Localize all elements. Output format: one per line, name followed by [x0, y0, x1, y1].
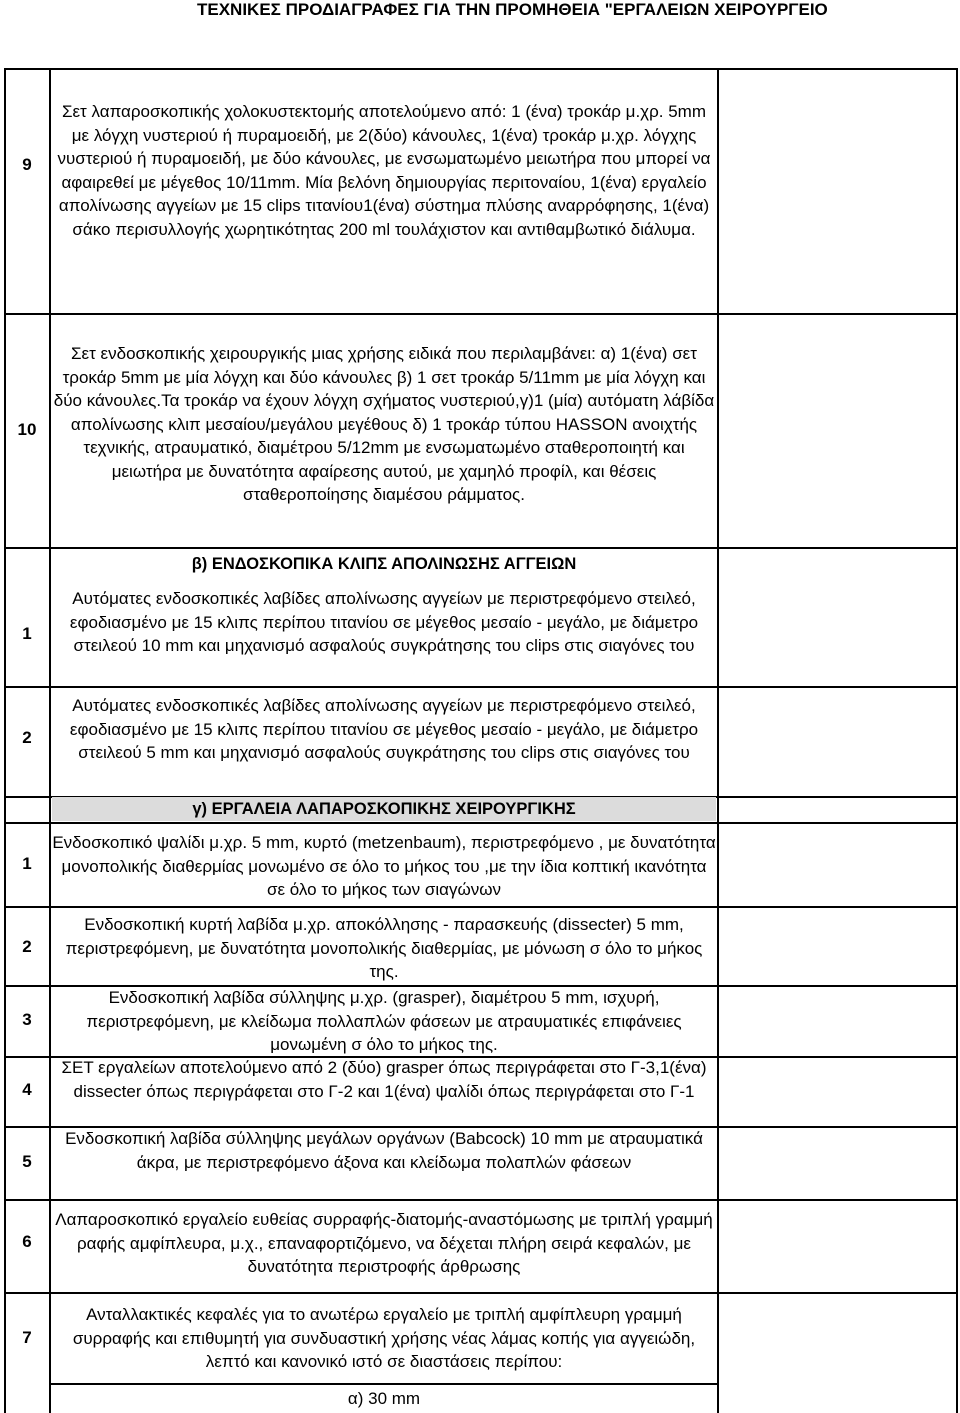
row-description: Αυτόματες ενδοσκοπικές λαβίδες απολίνωσης αγγείων με περιστρεφόμενο στειλεό, εφοδιασμένο με 15 κλιπς περίπου τιτανίου σε μέγεθος μεσαίο - μεγάλο, με διάμετρο στειλεού 5 mm και μηχανισμό ασφαλούς συγκράτησης του clips στις σιαγόνες του	[69, 696, 699, 762]
row-description: Ενδοσκοπική λαβίδα σύλληψης μεγάλων οργάνων (Babcock) 10 mm με ατραυματικά άκρα, με περιστρεφόμενο άξονα και κλείδωμα πολαπλών φάσεων	[65, 1129, 703, 1172]
row-subitem: α) 30 mm	[347, 1389, 421, 1408]
document-title: ΤΕΧΝΙΚΕΣ ΠΡΟΔΙΑΓΡΑΦΕΣ ΓΙΑ ΤΗΝ ΠΡΟΜΗΘΕΙΑ "ΕΡΓΑΛΕΙΩΝ ΧΕΙΡΟΥΡΓΕΙΟ	[197, 0, 828, 19]
row-number: 6	[22, 1232, 32, 1251]
row-description: Αυτόματες ενδοσκοπικές λαβίδες απολίνωσης αγγείων με περιστρεφόμενο στειλεό, εφοδιασμένο με 15 κλιπς περίπου τιτανίου σε μέγεθος μεσαίο - μεγάλο, με διάμετρο στειλεού 10 mm και μηχανισμό ασφαλούς συγκράτησης του clips στις σιαγόνες του	[69, 589, 699, 655]
row-divider	[4, 686, 958, 688]
table-border-right	[956, 68, 958, 1413]
row-number: 1	[22, 854, 32, 873]
row-number: 5	[22, 1152, 32, 1171]
row-number: 10	[17, 420, 37, 439]
row-divider	[4, 547, 958, 549]
column-divider-desc	[717, 68, 719, 1413]
row-divider	[4, 906, 958, 908]
row-number: 2	[22, 728, 32, 747]
row-description: Ενδοσκοπική κυρτή λαβίδα μ.χρ. αποκόλλησης - παρασκευής (dissecter) 5 mm, περιστρεφόμενη, με δυνατότητα μονοπολικής διαθερμίας, με μόνωση σ όλο το μήκος της.	[65, 915, 703, 981]
row-description: Σετ λαπαροσκοπικής χολοκυστεκτομής αποτελούμενο από: 1 (ένα) τροκάρ μ.χρ. 5mm με λόγχη νυστεριού ή πυραμοειδή, με 2(δύο) κάνουλες, 1(ένα) τροκάρ μ.χρ. λόγχης νυστεριού ή πυραμοειδή, με δύο κάνουλες, με ενσωματωμένο μειωτήρα που μπορεί να αφαιρεθεί με μέγεθος 10/11mm. Μία βελόνη δημιουργίας περιτοναίου, 1(ένα) εργαλείο απολίνωσης αγγείων με 15 clips τιτανίου1(ένα) σύστημα πλύσης αναρρόφησης, 1(ένα) σάκο περισυλλογής χωρητικότητας 200 ml τουλάχιστον και αντιθαμβωτικό διάλυμα.	[57, 102, 711, 239]
row-divider	[4, 822, 958, 824]
row-description: Ανταλλακτικές κεφαλές για το ανωτέρω εργαλείο με τριπλή αμφίπλευρη γραμμή συρραφής και επιθυμητή για συνδυαστική χρήσης νέας λάμας κοπής για αγγειώδη, λεπτό και κανονικό ιστό σε διαστάσεις περίπου:	[72, 1305, 696, 1371]
row-description: ΣΕΤ εργαλείων αποτελούμενο από 2 (δύο) grasper όπως περιγράφεται στο Γ-3,1(ένα) dissecter όπως περιγράφεται στο Γ-2 και 1(ένα) ψαλίδι όπως περιγράφεται στο Γ-1	[61, 1058, 707, 1101]
row-number: 3	[22, 1010, 32, 1029]
row-number: 7	[22, 1328, 32, 1347]
row-description: Ενδοσκοπική λαβίδα σύλληψης μ.χρ. (grasper), διαμέτρου 5 mm, ισχυρή, περιστρεφόμενη, με κλείδωμα πολλαπλών φάσεων με ατραυματικές επιφάνειες μονωμένη σ όλο το μήκος της.	[86, 988, 682, 1054]
row-divider	[4, 68, 958, 70]
row-number: 9	[22, 155, 32, 174]
row-description: Ενδοσκοπικό ψαλίδι μ.χρ. 5 mm, κυρτό (metzenbaum), περιστρεφόμενο , με δυνατότητα μονοπολικής διαθερμίας μονωμένο σε όλο το μήκος του ,με την ίδια κοπτική ικανότητα σε όλο το μήκος των σιαγώνων	[52, 833, 716, 899]
row-description: Σετ ενδοσκοπικής χειρουργικής μιας χρήσης ειδικά που περιλαμβάνει: α) 1(ένα) σετ τροκάρ 5mm με μία λόγχη και δύο κάνουλες β) 1 σετ τροκάρ 5/11mm με μία λόγχη και δύο κάνουλες.Τα τροκάρ να έχουν λόγχη σχήματος νυστεριού,γ)1 (μία) αυτόματη λάβίδα απολίνωσης κλιπ μεσαίου/μεγάλου μεγέθους δ) 1 τροκάρ τύπου HASSON ανοιχτής τεχνικής, ατραυματικό, διαμέτρου 5/12mm με ενσωματωμένο σταθεροποιητή και μειωτήρα με δυνατότητα αφαίρεσης αυτού, με χαμηλό προφίλ, και θέσεις σταθεροποίησης διαμέσου ράμματος.	[53, 344, 715, 504]
row-number: 1	[22, 624, 32, 643]
section-title-clips: β) ΕΝΔΟΣΚΟΠΙΚΑ ΚΛΙΠΣ ΑΠΟΛΙΝΩΣΗΣ ΑΓΓΕΙΩΝ	[191, 555, 577, 573]
section-title-tools: γ) ΕΡΓΑΛΕΙΑ ΛΑΠΑΡΟΣΚΟΠΙΚΗΣ ΧΕΙΡΟΥΡΓΙΚΗΣ	[52, 797, 716, 821]
row-divider	[4, 313, 958, 315]
row-number: 2	[22, 937, 32, 956]
row-number: 4	[22, 1080, 32, 1099]
subitem-divider	[49, 1383, 719, 1385]
row-divider	[4, 1199, 958, 1201]
row-divider	[4, 1292, 958, 1294]
row-description: Λαπαροσκοπικό εργαλείο ευθείας συρραφής-διατομής-αναστόμωσης με τριπλή γραμμή ραφής αμφίπλευρα, μ.χ., επαναφορτιζόμενο, να δέχεται πλήρη σειρά κεφαλών, με δυνατότητα περιστροφής άρθρωσης	[55, 1210, 713, 1276]
